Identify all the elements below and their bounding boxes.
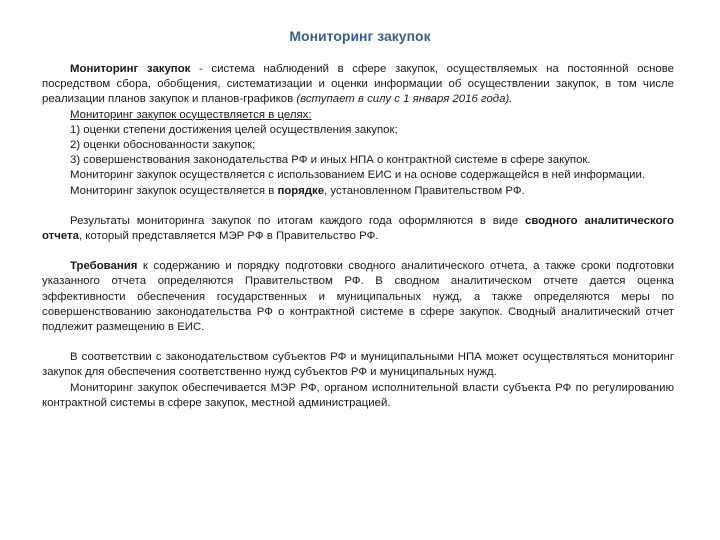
order-text-before: Мониторинг закупок осуществляется в — [70, 184, 278, 197]
goal-item-1: 1) оценки степени достижения целей осуществления закупок; — [70, 123, 398, 136]
order-text-after: , установленном Правительством РФ. — [324, 184, 525, 197]
paragraph-eis: Мониторинг закупок осуществляется с использованием ЕИС и на основе содержащейся в ней информации. — [70, 169, 646, 182]
paragraph-definition — [42, 62, 674, 108]
paragraph-results — [42, 214, 674, 244]
paragraph-responsible: Мониторинг закупок обеспечивается МЭР РФ, органом исполнительной власти субъекта РФ по регулированию контрактной системы в сфере закупок, местной администрацией. — [42, 381, 674, 409]
paragraph-requirements — [42, 259, 674, 335]
term-monitoring: Мониторинг закупок — [70, 63, 191, 75]
page-title: Мониторинг закупок — [289, 28, 431, 44]
effective-date-note: (вступает в силу с 1 января 2016 года). — [296, 93, 513, 106]
results-text-after: , который представляется МЭР РФ в Правительство РФ. — [78, 230, 379, 243]
paragraph-regional: В соответствии с законодательством субъектов РФ и муниципальными НПА может осуществляться мониторинг закупок для обеспечения соответственно нужд субъектов РФ и муниципальных нужд. — [42, 351, 674, 379]
report-bold: сводного аналитического отчета — [42, 214, 674, 243]
goal-item-3: 3) совершенствования законодательства РФ и иных НПА о контрактной системе в сфере закупок. — [70, 154, 591, 167]
results-text-before: Результаты мониторинга закупок по итогам каждого года оформляются в виде — [70, 214, 525, 227]
document-body — [42, 62, 674, 411]
paragraph-goals-heading — [42, 108, 674, 123]
definition-text: - система наблюдений в сфере закупок, осуществляемых на постоянной основе посредством сбора, обобщения, систематизации и оценки информации об осуществлении закупок, в том числе реализации планов закупок и планов-графиков — [42, 63, 674, 106]
goals-heading: Мониторинг закупок осуществляется в целях: — [70, 108, 312, 121]
requirements-text: к содержанию и порядку подготовки сводного аналитического отчета, а также сроки подготовки указанного отчета определяются Правительством РФ. В сводном аналитическом отчете дается оценка эффективности обеспечения государственных и муниципальных нужд, а также определяются меры по совершенствованию законодательства РФ о контрактной системе в сфере закупок. Сводный аналитический отчет подлежит размещению в ЕИС. — [42, 260, 674, 334]
order-bold: порядке — [277, 184, 325, 197]
requirements-bold: Требования — [70, 260, 138, 273]
paragraph-order — [42, 184, 674, 199]
goal-item-2: 2) оценки обоснованности закупок; — [70, 139, 256, 152]
